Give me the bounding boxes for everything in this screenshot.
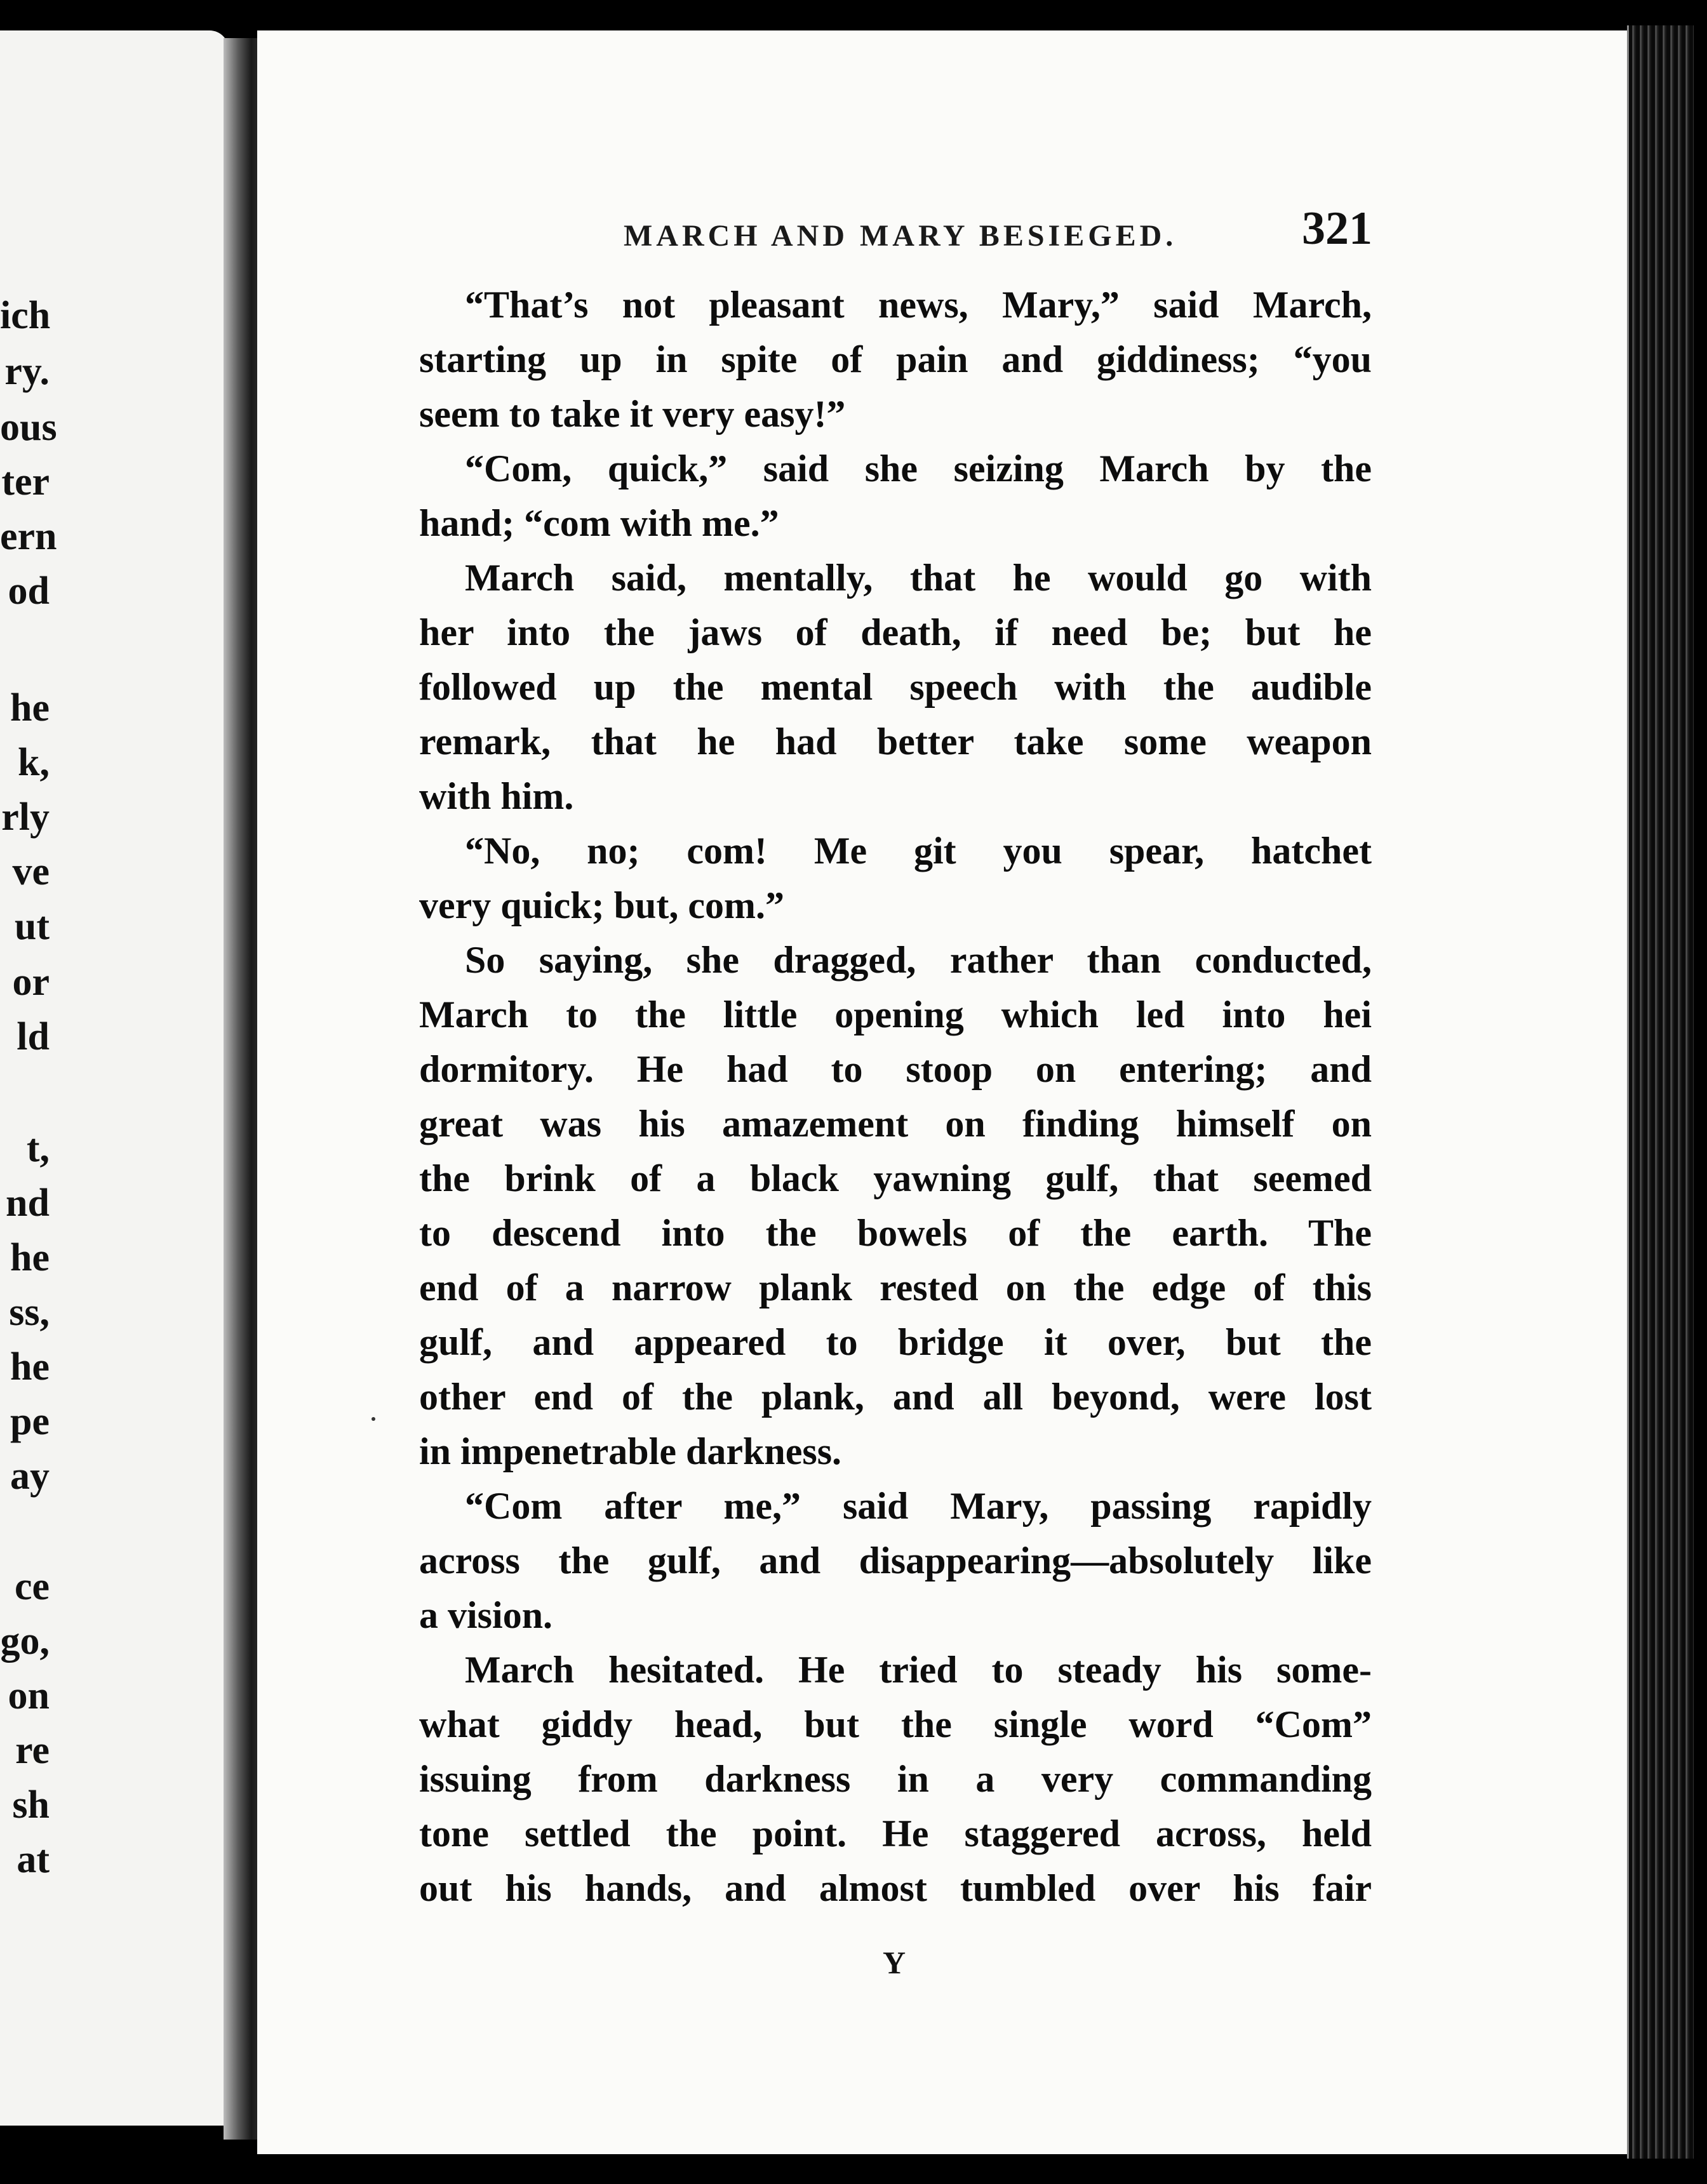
text-line: in impenetrable darkness. <box>419 1430 842 1472</box>
text-line: out his hands, and almost tumbled over his fair <box>419 1867 1372 1909</box>
text-line: “No, no; com! Me git you spear, hatchet <box>465 830 1372 872</box>
text-line: end of a narrow plank rested on the edge of this <box>419 1267 1372 1308</box>
left-page-fragment: rly <box>1 796 50 839</box>
left-page-fragment: ich <box>0 294 51 337</box>
text-line: across the gulf, and disappearing—absolutely like <box>419 1540 1372 1581</box>
text-line: hand; “com with me.” <box>419 502 779 544</box>
left-page-fragment: ce <box>14 1565 50 1608</box>
page-fore-edge <box>1627 25 1694 2159</box>
text-line: March said, mentally, that he would go with <box>465 557 1372 599</box>
text-line: issuing from darkness in a very commanding <box>419 1758 1372 1800</box>
left-page-fragment: ut <box>14 905 50 948</box>
text-line: March hesitated. He tried to steady his some- <box>465 1649 1372 1691</box>
text-line: tone settled the point. He staggered across, held <box>419 1813 1372 1854</box>
left-page-fragment: ld <box>17 1015 50 1058</box>
left-page-fragment: at <box>17 1838 50 1881</box>
text-line: March to the little opening which led into hei <box>419 994 1372 1035</box>
left-page-fragment: he <box>10 686 50 729</box>
left-page-fragment: sh <box>12 1783 50 1827</box>
left-page-fragment: he <box>10 1345 50 1388</box>
left-page-fragment: t, <box>26 1127 50 1170</box>
book-gutter <box>224 38 260 2140</box>
text-line: dormitory. He had to stoop on entering; and <box>419 1048 1372 1090</box>
text-line: gulf, and appeared to bridge it over, but the <box>419 1321 1372 1363</box>
left-page-fragment: ous <box>0 406 57 449</box>
left-page-fragment: ry. <box>4 350 50 393</box>
left-page-fragment: ss, <box>9 1291 50 1334</box>
text-line: followed up the mental speech with the audible <box>419 666 1372 708</box>
text-line: a vision. <box>419 1594 553 1636</box>
text-line: great was his amazement on finding himself on <box>419 1103 1372 1145</box>
left-page-fragment: ter <box>1 460 50 503</box>
text-line: remark, that he had better take some weapon <box>419 721 1372 762</box>
text-line: starting up in spite of pain and giddiness; “you <box>419 338 1372 380</box>
text-line: her into the jaws of death, if need be; but he <box>419 611 1372 653</box>
text-line: the brink of a black yawning gulf, that seemed <box>419 1157 1372 1199</box>
text-line: “That’s not pleasant news, Mary,” said March, <box>465 284 1372 326</box>
left-page-fragment: nd <box>6 1182 50 1225</box>
left-facing-page <box>0 30 229 2126</box>
left-page-fragment: ve <box>12 850 50 893</box>
left-page-fragment: or <box>12 961 50 1004</box>
text-line: “Com after me,” said Mary, passing rapidly <box>465 1485 1372 1527</box>
text-line: seem to take it very easy!” <box>419 393 846 435</box>
text-line: So saying, she dragged, rather than conducted, <box>465 939 1372 981</box>
left-page-fragment: on <box>8 1674 50 1717</box>
left-page-fragment: k, <box>18 741 50 784</box>
text-line: very quick; but, com.” <box>419 884 784 926</box>
page-header <box>610 202 1372 259</box>
ink-speck <box>372 1417 375 1421</box>
text-line: what giddy head, but the single word “Com” <box>419 1703 1372 1745</box>
text-line: “Com, quick,” said she seizing March by the <box>465 448 1372 489</box>
page-number: 321 <box>1302 203 1372 255</box>
left-page-fragment: he <box>10 1236 50 1279</box>
signature-mark: Y <box>883 1945 906 1980</box>
text-line: with him. <box>419 775 574 817</box>
left-page-fragment: pe <box>10 1400 50 1443</box>
text-line: other end of the plank, and all beyond, were lost <box>419 1376 1372 1418</box>
left-page-fragment: od <box>8 569 50 613</box>
left-page-fragment: go, <box>0 1620 50 1663</box>
text-line: to descend into the bowels of the earth. The <box>419 1212 1372 1254</box>
left-page-fragment: ay <box>10 1455 50 1498</box>
left-page-fragment: ern <box>0 515 57 558</box>
left-page-fragment: re <box>15 1729 50 1772</box>
running-head: MARCH AND MARY BESIEGED. <box>624 219 1177 253</box>
